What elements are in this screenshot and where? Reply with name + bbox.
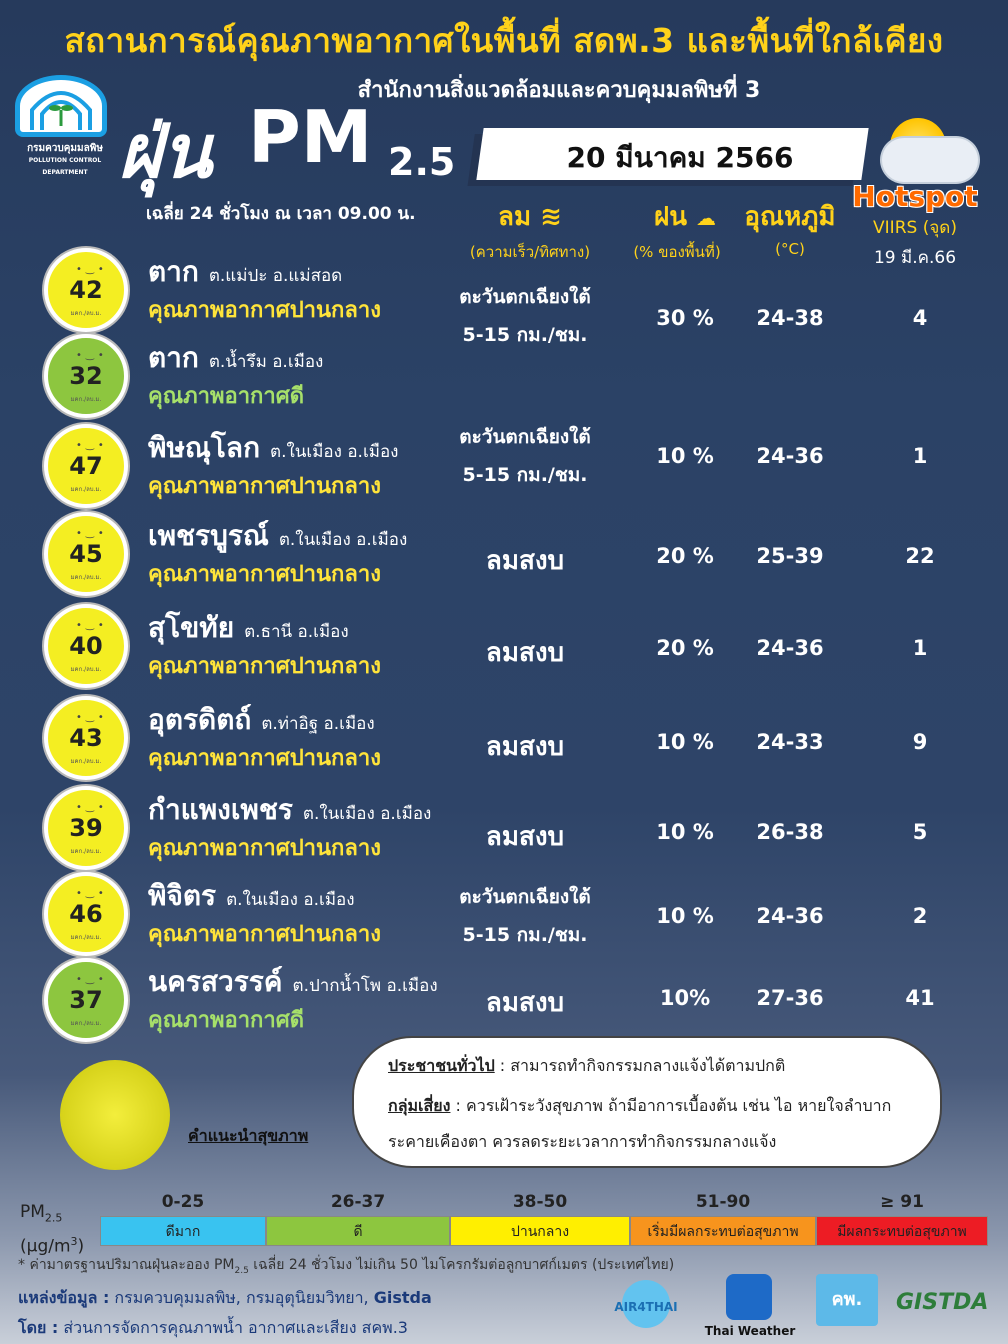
- hotspot-value: 9: [912, 730, 928, 754]
- rain-value: 20 %: [656, 544, 714, 568]
- pm-value: 46: [69, 900, 103, 928]
- pm-value: 40: [69, 632, 103, 660]
- scale-level: เริ่มมีผลกระทบต่อสุขภาพ: [630, 1216, 816, 1246]
- station-location: ต.น้ำรึม อ.เมือง: [208, 352, 324, 372]
- air-quality-label: คุณภาพอากาศปานกลาง: [148, 562, 381, 587]
- scale-level: ดีมาก: [100, 1216, 266, 1246]
- health-advice-title: คำแนะนำสุขภาพ: [188, 1126, 309, 1145]
- pm-unit: มคก./ลบ.ม.: [70, 758, 102, 765]
- pcd-small-logo: คพ.: [816, 1274, 878, 1326]
- standard-note: * ค่ามาตรฐานปริมาณฝุ่นละออง $PM_{2.5}$ เฉลี่ย 24 ชั่วโมง ไม่เกิน 50 ไมโครกรัมต่อลูกบาศก์เมตร (ประเทศไทย): [18, 1257, 675, 1276]
- hotspot-value: 2: [912, 904, 928, 928]
- pm-unit: มคก./ลบ.ม.: [70, 934, 102, 941]
- cloud-icon: [882, 138, 978, 182]
- pm-unit: มคก./ลบ.ม.: [70, 848, 102, 855]
- page-subtitle: สำนักงานสิ่งแวดล้อมและควบคุมมลพิษที่ 3: [357, 78, 761, 103]
- pm-unit: มคก./ลบ.ม.: [70, 666, 102, 673]
- aqi-face-icon: [44, 872, 128, 956]
- hotspot-subheader: VIIRS (จุด): [873, 218, 957, 238]
- rain-value: 30 %: [656, 306, 714, 330]
- hotspot-value: 41: [905, 986, 935, 1010]
- wind-calm: ลมสงบ: [485, 546, 565, 576]
- pcd-logo-emblem: [15, 75, 107, 137]
- hotspot-value: 1: [912, 444, 928, 468]
- wind-icon: ≋: [540, 202, 562, 232]
- produced-by: โดย : ส่วนการจัดการคุณภาพน้ำ อากาศและเสียง สคพ.3: [18, 1318, 408, 1337]
- station-name: ตาก ต.แม่ปะ อ.แม่สอด: [148, 255, 343, 288]
- hotspot-value: 5: [912, 820, 928, 844]
- station-location: ต.ท่าอิฐ อ.เมือง: [261, 714, 375, 734]
- station-location: ต.ในเมือง อ.เมือง: [302, 804, 432, 824]
- aqi-face-icon: [44, 696, 128, 780]
- face-eyes: •‿•: [76, 620, 108, 631]
- air-quality-label: คุณภาพอากาศปานกลาง: [148, 474, 381, 499]
- scale-range: 51-90: [695, 1192, 751, 1212]
- station-location: ต.ในเมือง อ.เมือง: [226, 890, 355, 910]
- face-eyes: •‿•: [76, 888, 108, 899]
- face-eyes: •‿•: [76, 350, 108, 361]
- hotspot-date: 19 มี.ค.66: [873, 248, 957, 268]
- wind-speed: 5-15 กม./ชม.: [462, 324, 588, 346]
- rain-value: 20 %: [656, 636, 714, 660]
- station-name: นครสวรรค์ ต.ปากน้ำโพ อ.เมือง: [148, 965, 438, 998]
- face-eyes: •‿•: [76, 440, 108, 451]
- gistda-logo: GISTDA: [896, 1290, 989, 1315]
- station-name: ตาก ต.น้ำรึม อ.เมือง: [148, 341, 324, 374]
- pm-unit: มคก./ลบ.ม.: [70, 574, 102, 581]
- pm-unit: มคก./ลบ.ม.: [70, 1020, 102, 1027]
- pm-unit: มคก./ลบ.ม.: [70, 486, 102, 493]
- temp-value: 26-38: [756, 820, 824, 844]
- station-location: ต.ในเมือง อ.เมือง: [278, 530, 408, 550]
- pm-value: 45: [69, 540, 103, 568]
- air4thai-logo: AIR4THAI: [600, 1280, 692, 1330]
- scale-range: 38-50: [512, 1192, 568, 1212]
- face-eyes: •‿•: [76, 802, 108, 813]
- pm-subscript: 2.5: [388, 140, 456, 184]
- temp-value: 24-36: [756, 636, 824, 660]
- temp-value: 24-36: [756, 904, 824, 928]
- air-quality-label: คุณภาพอากาศปานกลาง: [148, 654, 381, 679]
- average-note: เฉลี่ย 24 ชั่วโมง ณ เวลา 09.00 น.: [146, 204, 416, 224]
- rain-value: 10 %: [656, 904, 714, 928]
- face-eyes: •‿•: [76, 528, 108, 539]
- temp-value: 24-38: [756, 306, 824, 330]
- report-date: 20 มีนาคม 2566: [566, 141, 794, 174]
- station-location: ต.ในเมือง อ.เมือง: [270, 442, 399, 462]
- pm-value: 32: [69, 362, 103, 390]
- pm-value: 43: [69, 724, 103, 752]
- page-title: สถานการณ์คุณภาพอากาศในพื้นที่ สดพ.3 และพื้นที่ใกล้เคียง: [64, 21, 944, 60]
- face-eyes: •‿•: [76, 974, 108, 985]
- pm-word: ฝุ่น: [118, 109, 212, 195]
- data-source: แหล่งข้อมูล : กรมควบคุมมลพิษ, กรมอุตุนิยมวิทยา, Gistda: [18, 1288, 432, 1307]
- rain-value: 10 %: [656, 730, 714, 754]
- aqi-face-icon: [44, 958, 128, 1042]
- hotspot-value: 22: [905, 544, 935, 568]
- temp-value: 25-39: [756, 544, 824, 568]
- pm-value: 47: [69, 452, 103, 480]
- hotspot-value: 4: [912, 306, 928, 330]
- air-quality-label: คุณภาพอากาศดี: [148, 384, 304, 409]
- scale-range: 26-37: [330, 1192, 386, 1212]
- dust-mascot-icon: [60, 1060, 170, 1170]
- scale-range: 0-25: [161, 1192, 205, 1212]
- rain-value: 10%: [659, 986, 711, 1010]
- station-location: ต.แม่ปะ อ.แม่สอด: [208, 266, 343, 286]
- face-eyes: •‿•: [76, 712, 108, 723]
- wind-speed: 5-15 กม./ชม.: [462, 464, 588, 486]
- rain-cloud-icon: ☁: [696, 206, 717, 230]
- rain-value: 10 %: [656, 444, 714, 468]
- pm-value: 42: [69, 276, 103, 304]
- rain-header: ฝน ☁: [653, 202, 717, 232]
- temp-header: อุณหภูมิ: [744, 202, 836, 232]
- station-name: พิษณุโลก ต.ในเมือง อ.เมือง: [148, 431, 399, 464]
- pm-label: PM: [248, 95, 373, 179]
- station-location: ต.ปากน้ำโพ อ.เมือง: [292, 976, 438, 996]
- air-quality-label: คุณภาพอากาศดี: [148, 1008, 304, 1033]
- face-eyes: •‿•: [76, 264, 108, 275]
- rain-value: 10 %: [656, 820, 714, 844]
- station-location: ต.ธานี อ.เมือง: [244, 622, 349, 642]
- station-name: อุตรดิตถ์ ต.ท่าอิฐ อ.เมือง: [148, 703, 375, 736]
- advice-risk: กลุ่มเสี่ยง : ควรเฝ้าระวังสุขภาพ ถ้ามีอาการเบื้องต้น เช่น ไอ หายใจลำบาก: [388, 1096, 892, 1115]
- station-name: สุโขทัย ต.ธานี อ.เมือง: [148, 611, 349, 644]
- wind-calm: ลมสงบ: [485, 638, 565, 668]
- pm-value: 39: [69, 814, 103, 842]
- wind-direction: ตะวันตกเฉียงใต้: [459, 886, 591, 908]
- station-name: พิจิตร ต.ในเมือง อ.เมือง: [148, 879, 355, 912]
- rain-subheader: (% ของพื้นที่): [633, 243, 721, 261]
- scale-level: ปานกลาง: [450, 1216, 630, 1246]
- pm-value: 37: [69, 986, 103, 1014]
- wind-speed: 5-15 กม./ชม.: [462, 924, 588, 946]
- pcd-logo: [15, 75, 111, 175]
- air-quality-label: คุณภาพอากาศปานกลาง: [148, 922, 381, 947]
- wind-header: ลม ≋: [498, 202, 562, 232]
- aqi-face-icon: [44, 604, 128, 688]
- aqi-face-icon: [44, 334, 128, 418]
- scale-level: มีผลกระทบต่อสุขภาพ: [816, 1216, 988, 1246]
- temp-subheader: (°C): [775, 240, 805, 258]
- temp-value: 24-36: [756, 444, 824, 468]
- pm-unit: มคก./ลบ.ม.: [70, 310, 102, 317]
- wind-subheader: (ความเร็ว/ทิศทาง): [469, 243, 591, 261]
- temp-value: 27-36: [756, 986, 824, 1010]
- aqi-face-icon: [44, 248, 128, 332]
- aqi-face-icon: [44, 512, 128, 596]
- logo-text-th: กรมควบคุมมลพิษ: [27, 143, 103, 154]
- wind-calm: ลมสงบ: [485, 988, 565, 1018]
- aqi-face-icon: [44, 424, 128, 508]
- station-name: กำแพงเพชร ต.ในเมือง อ.เมือง: [148, 793, 432, 826]
- hotspot-value: 1: [912, 636, 928, 660]
- wind-direction: ตะวันตกเฉียงใต้: [459, 426, 591, 448]
- scale-level: ดี: [266, 1216, 450, 1246]
- thai-weather-logo: [726, 1274, 772, 1320]
- wind-direction: ตะวันตกเฉียงใต้: [459, 286, 591, 308]
- scale-label: $PM_{2.5}$ $(\mu g/m^3)$: [20, 1202, 85, 1258]
- pm-unit: มคก./ลบ.ม.: [70, 396, 102, 403]
- station-name: เพชรบูรณ์ ต.ในเมือง อ.เมือง: [148, 519, 408, 552]
- advice-risk-2: ระคายเคืองตา ควรลดระยะเวลาการทำกิจกรรมกลางแจ้ง: [388, 1132, 777, 1151]
- wind-calm: ลมสงบ: [485, 732, 565, 762]
- air-quality-label: คุณภาพอากาศปานกลาง: [148, 746, 381, 771]
- wind-calm: ลมสงบ: [485, 822, 565, 852]
- temp-value: 24-33: [756, 730, 824, 754]
- air-quality-label: คุณภาพอากาศปานกลาง: [148, 836, 381, 861]
- air-quality-label: คุณภาพอากาศปานกลาง: [148, 298, 381, 323]
- aqi-face-icon: [44, 786, 128, 870]
- logo-text-en: POLLUTION CONTROL DEPARTMENT: [28, 157, 102, 176]
- scale-range: ≥ 91: [880, 1192, 924, 1212]
- hotspot-header: Hotspot: [852, 180, 978, 213]
- advice-general: ประชาชนทั่วไป : สามารถทำกิจกรรมกลางแจ้งได้ตามปกติ: [388, 1056, 786, 1075]
- thai-weather-label: Thai Weather: [704, 1324, 796, 1338]
